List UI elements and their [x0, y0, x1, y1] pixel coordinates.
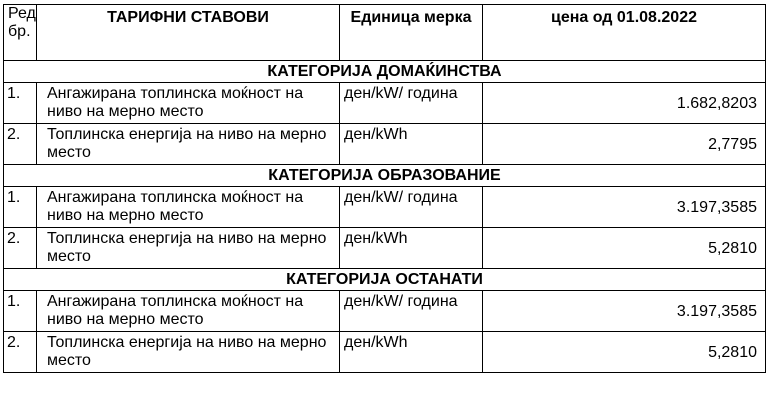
row-unit: ден/kW/ година [340, 187, 483, 228]
table-row [4, 124, 766, 165]
category-row-education [4, 165, 766, 187]
category-row-other [4, 269, 766, 291]
row-unit: ден/kW/ година [340, 291, 483, 332]
table-header-row [4, 5, 766, 61]
table-row [4, 83, 766, 124]
row-tariff-name: Топлинска енергија на ниво на мерно место [37, 228, 340, 269]
tariff-table [3, 4, 766, 373]
row-unit: ден/kWh [340, 124, 483, 165]
row-unit: ден/kW/ година [340, 83, 483, 124]
category-title: КАТЕГОРИЈА ОСТАНАТИ [4, 269, 766, 291]
row-tariff-name: Топлинска енергија на ниво на мерно место [37, 332, 340, 373]
row-price: 3.197,3585 [483, 291, 766, 332]
row-price: 5,2810 [483, 332, 766, 373]
row-tariff-name: Ангажирана топлинска моќност на ниво на мерно место [37, 187, 340, 228]
row-number: 1. [4, 187, 37, 228]
row-number: 1. [4, 291, 37, 332]
header-unit: Единица мерка [340, 5, 483, 61]
table-row [4, 228, 766, 269]
row-tariff-name: Ангажирана топлинска моќност на ниво на мерно место [37, 83, 340, 124]
table-row [4, 291, 766, 332]
header-tariff-rates: ТАРИФНИ СТАВОВИ [37, 5, 340, 61]
row-price: 5,2810 [483, 228, 766, 269]
category-title: КАТЕГОРИЈА ДОМАЌИНСТВА [4, 61, 766, 83]
header-price: цена од 01.08.2022 [483, 5, 766, 61]
row-number: 1. [4, 83, 37, 124]
category-title: КАТЕГОРИЈА ОБРАЗОВАНИЕ [4, 165, 766, 187]
table-row [4, 332, 766, 373]
row-number: 2. [4, 124, 37, 165]
header-row-number: Ред бр. [4, 5, 37, 61]
table-row [4, 187, 766, 228]
row-tariff-name: Топлинска енергија на ниво на мерно место [37, 124, 340, 165]
row-unit: ден/kWh [340, 228, 483, 269]
row-price: 1.682,8203 [483, 83, 766, 124]
category-row-households [4, 61, 766, 83]
row-price: 2,7795 [483, 124, 766, 165]
row-number: 2. [4, 228, 37, 269]
row-unit: ден/kWh [340, 332, 483, 373]
row-tariff-name: Ангажирана топлинска моќност на ниво на мерно место [37, 291, 340, 332]
row-price: 3.197,3585 [483, 187, 766, 228]
row-number: 2. [4, 332, 37, 373]
